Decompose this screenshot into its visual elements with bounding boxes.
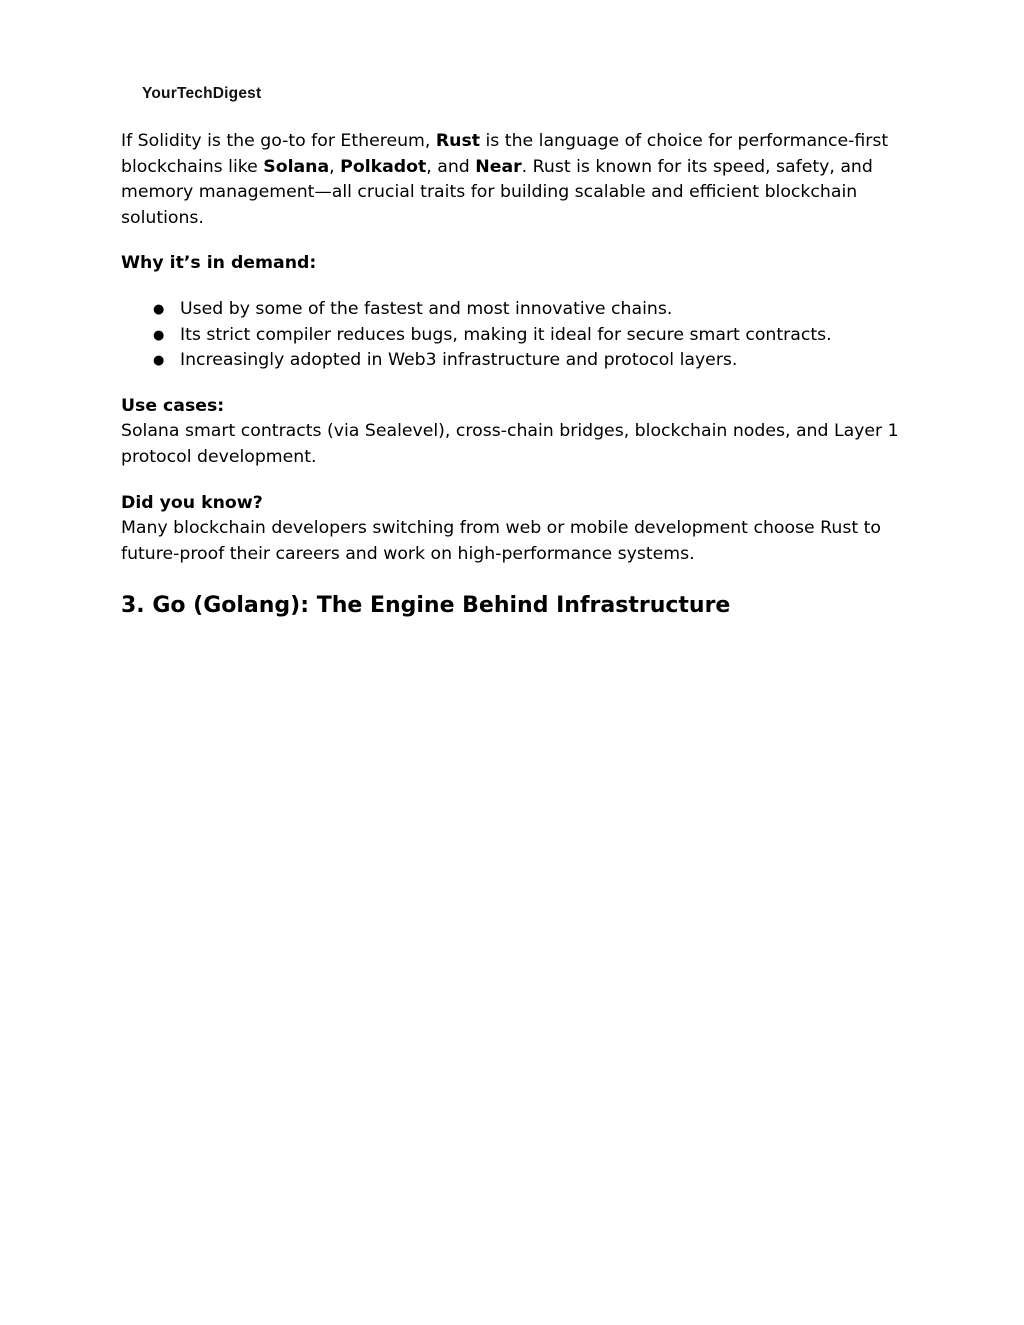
bullet-icon: ● xyxy=(153,301,165,317)
list-item xyxy=(121,297,911,323)
intro-text-1: If Solidity is the go-to for Ethereum, xyxy=(121,131,436,151)
demand-list xyxy=(121,297,911,374)
use-cases-text: Solana smart contracts (via Sealevel), cross-chain bridges, blockchain nodes, and Layer 1 protocol development. xyxy=(121,421,899,467)
bullet-icon: ● xyxy=(153,353,165,369)
intro-text-3: . Rust is known for its speed, safety, and memory management—all crucial traits for building scalable and efficient blockchain solutions. xyxy=(121,156,873,228)
intro-text-2: is the language of choice for performance-first blockchains like xyxy=(121,131,889,177)
did-you-know-text: Many blockchain developers switching from web or mobile development choose Rust to future-proof their careers and work on high-performance systems. xyxy=(121,518,881,564)
list-item-text: Increasingly adopted in Web3 infrastructure and protocol layers. xyxy=(180,350,738,371)
use-cases-heading: Use cases: xyxy=(121,395,225,416)
rust-bold: Rust xyxy=(435,131,481,151)
near-bold: Near xyxy=(475,156,522,177)
solana-bold: Solana xyxy=(263,156,330,177)
intro-and: , and xyxy=(426,156,476,177)
site-logo: YourTechDigest xyxy=(142,85,262,102)
did-you-know-heading: Did you know? xyxy=(121,492,263,513)
article-body xyxy=(121,129,911,621)
demand-heading: Why it’s in demand: xyxy=(121,253,317,274)
intro-comma: , xyxy=(329,156,341,177)
bullet-icon: ● xyxy=(153,327,165,343)
list-item-text: Used by some of the fastest and most innovative chains. xyxy=(180,298,673,319)
section-3-title: 3. Go (Golang): The Engine Behind Infrastructure xyxy=(121,593,731,619)
list-item xyxy=(121,323,911,349)
polkadot-bold: Polkadot xyxy=(340,156,427,177)
list-item-text: Its strict compiler reduces bugs, making it ideal for secure smart contracts. xyxy=(180,324,832,345)
list-item xyxy=(121,348,911,374)
intro-paragraph xyxy=(121,129,896,231)
